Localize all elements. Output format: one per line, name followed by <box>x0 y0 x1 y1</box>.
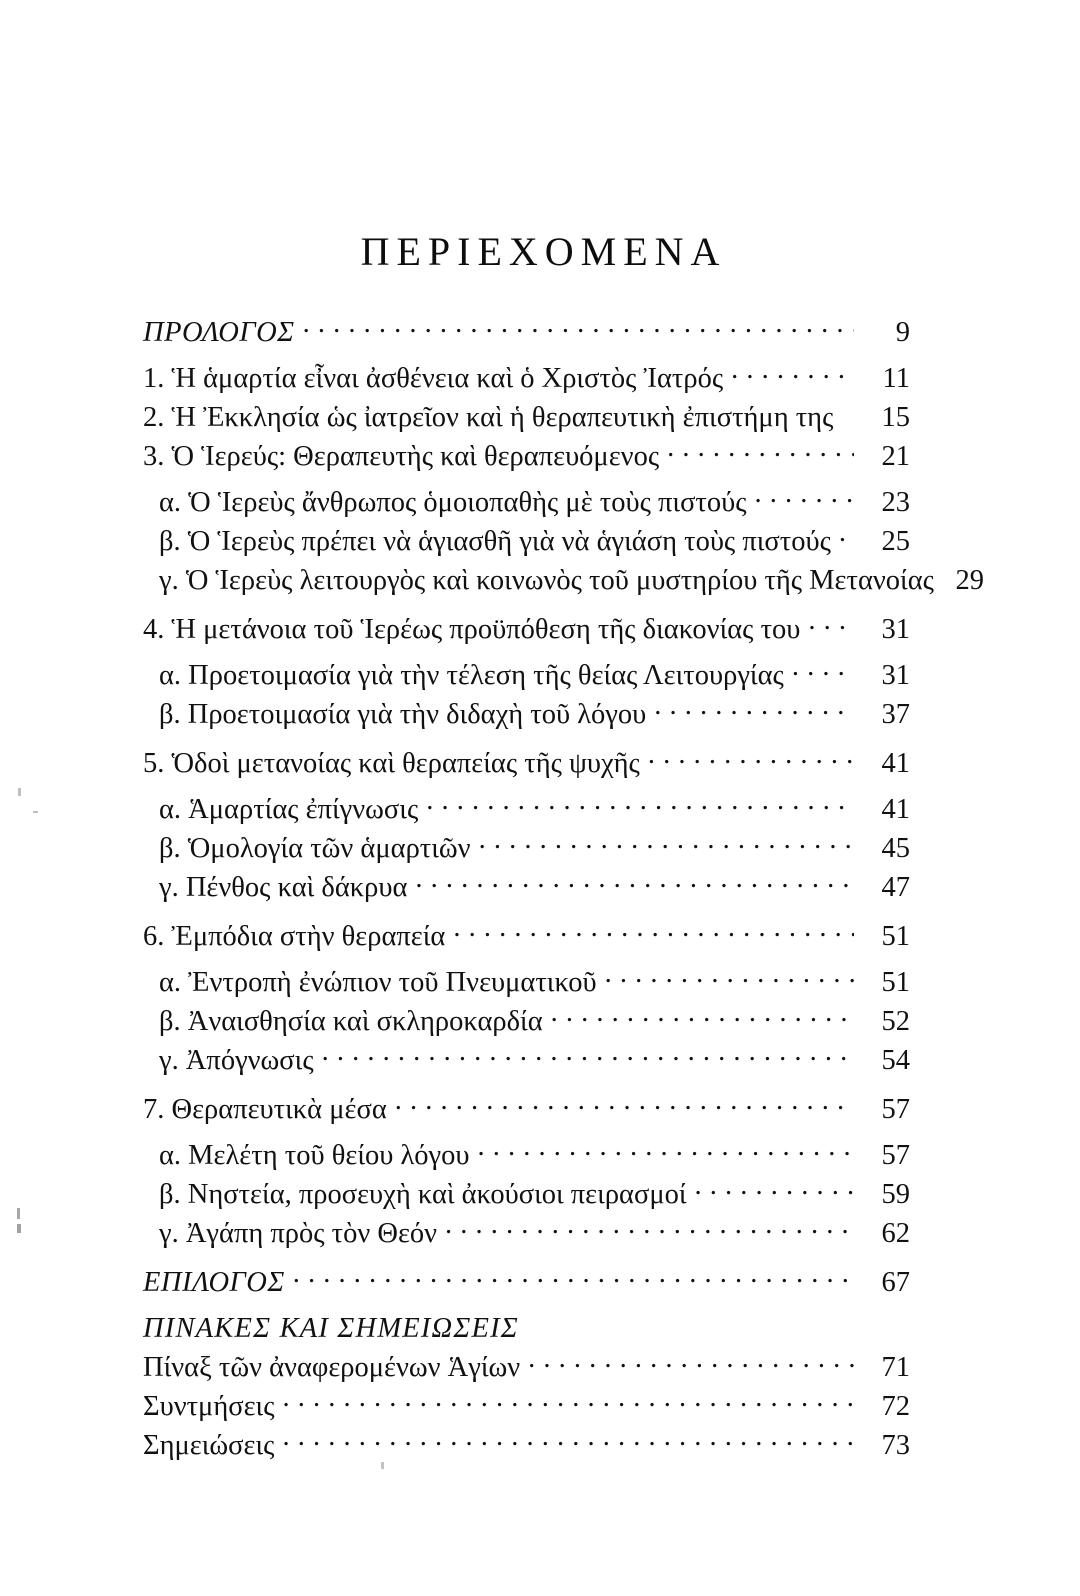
toc-entry[interactable] <box>143 1174 910 1213</box>
dot-leader <box>605 962 854 991</box>
toc-entry[interactable] <box>143 560 984 599</box>
dot-leader <box>322 1040 854 1069</box>
toc-entry[interactable] <box>143 436 910 475</box>
toc-entry[interactable] <box>143 962 910 1001</box>
toc-entry-label: ΕΠΙΛΟΓΟΣ <box>143 1266 285 1298</box>
toc-entry[interactable] <box>143 397 910 436</box>
dot-leader <box>755 482 854 511</box>
toc-entry-page-number: 47 <box>881 871 910 903</box>
scan-artifact <box>17 1208 20 1219</box>
toc-entry-label: γ. Ἀγάπη πρὸς τὸν Θεόν <box>159 1217 438 1249</box>
toc-entry[interactable] <box>143 1347 910 1386</box>
toc-entry[interactable] <box>143 1135 910 1174</box>
toc-entry-label: β. Ὁ Ἱερεὺς πρέπει νὰ ἁγιασθῆ γιὰ νὰ ἁγιάση τοὺς πιστούς <box>159 525 831 557</box>
scan-artifact <box>17 1224 21 1233</box>
dot-leader <box>792 655 854 684</box>
toc-entry[interactable] <box>143 1089 910 1128</box>
toc-entry-label: γ. Ὁ Ἱερεὺς λειτουργὸς καὶ κοινωνὸς τοῦ μυστηρίου τῆς Μετανοίας <box>159 564 934 596</box>
dot-leader <box>833 397 860 426</box>
dot-leader <box>293 1262 854 1291</box>
toc-entry-label: ΠΙΝΑΚΕΣ ΚΑΙ ΣΗΜΕΙΩΣΕΙΣ <box>143 1312 519 1344</box>
toc-entry-label: α. Ἐντροπὴ ἐνώπιον τοῦ Πνευματικοῦ <box>159 966 597 998</box>
toc-entry-label: 2. Ἡ Ἐκκλησία ὡς ἰατρεῖον καὶ ἡ θεραπευτικὴ ἐπιστήμη της <box>143 401 834 433</box>
table-of-contents <box>143 312 984 1464</box>
toc-entry-page-number: 73 <box>881 1429 910 1461</box>
toc-entry-page-number: 37 <box>881 698 910 730</box>
toc-entry[interactable] <box>143 609 910 648</box>
toc-entry[interactable] <box>143 521 910 560</box>
toc-entry-label: γ. Ἀπόγνωσις <box>159 1044 314 1076</box>
toc-entry-label: α. Προετοιμασία γιὰ τὴν τέλεση τῆς θείας Λειτουργίας <box>159 659 784 691</box>
dot-leader <box>283 1386 854 1415</box>
toc-entry[interactable] <box>143 743 910 782</box>
dot-leader <box>695 1174 854 1203</box>
dot-leader <box>479 828 854 857</box>
dot-leader <box>519 1308 860 1337</box>
toc-entry[interactable] <box>143 1040 910 1079</box>
toc-entry-label: α. Ὁ Ἱερεὺς ἄνθρωπος ὁμοιοπαθὴς μὲ τοὺς πιστούς <box>159 486 747 518</box>
toc-entry[interactable] <box>143 789 910 828</box>
toc-entry[interactable] <box>143 1213 910 1252</box>
toc-entry-label: 5. Ὁδοὶ μετανοίας καὶ θεραπείας τῆς ψυχῆς <box>143 747 640 779</box>
toc-entry-label: β. Ὁμολογία τῶν ἁμαρτιῶν <box>159 832 471 864</box>
toc-entry-label: 3. Ὁ Ἱερεύς: Θεραπευτὴς καὶ θεραπευόμενος <box>143 440 660 472</box>
toc-entry-page-number: 59 <box>881 1178 910 1210</box>
toc-entry[interactable] <box>143 916 910 955</box>
dot-leader <box>303 312 854 341</box>
toc-entry-label: 1. Ἡ ἁμαρτία εἶναι ἀσθένεια καὶ ὁ Χριστὸς Ἰατρός <box>143 362 724 394</box>
dot-leader <box>453 916 854 945</box>
toc-entry-page-number: 54 <box>881 1044 910 1076</box>
toc-entry-page-number: 31 <box>881 659 910 691</box>
toc-entry-label: Συντμήσεις <box>143 1390 275 1422</box>
dot-leader <box>648 743 854 772</box>
toc-entry-label: 7. Θεραπευτικὰ μέσα <box>143 1093 387 1125</box>
toc-entry-page-number: 51 <box>881 920 910 952</box>
toc-entry-label: α. Ἁμαρτίας ἐπίγνωσις <box>159 793 419 825</box>
toc-entry-page-number: 57 <box>881 1139 910 1171</box>
toc-entry-page-number: 51 <box>881 966 910 998</box>
toc-entry-page-number: 62 <box>881 1217 910 1249</box>
toc-entry-page-number: 9 <box>895 316 910 348</box>
dot-leader <box>731 358 854 387</box>
dot-leader <box>445 1213 854 1242</box>
toc-entry[interactable] <box>143 1308 910 1347</box>
toc-entry[interactable] <box>143 694 910 733</box>
toc-entry-page-number: 67 <box>881 1266 910 1298</box>
scan-artifact <box>33 811 38 813</box>
toc-entry-label: 6. Ἐμπόδια στὴν θεραπεία <box>143 920 446 952</box>
toc-entry-label: γ. Πένθος καὶ δάκρυα <box>159 871 408 903</box>
dot-leader <box>395 1089 854 1118</box>
dot-leader <box>415 867 854 896</box>
dot-leader <box>654 694 854 723</box>
dot-leader <box>667 436 854 465</box>
toc-entry[interactable] <box>143 312 910 351</box>
toc-entry-page-number: 45 <box>881 832 910 864</box>
toc-entry-page-number: 21 <box>881 440 910 472</box>
toc-entry-label: β. Νηστεία, προσευχὴ καὶ ἀκούσιοι πειρασμοί <box>159 1178 687 1210</box>
scan-artifact <box>18 788 21 796</box>
toc-entry-label: β. Ἀναισθησία καὶ σκληροκαρδία <box>159 1005 543 1037</box>
toc-entry-page-number: 71 <box>881 1351 910 1383</box>
toc-entry[interactable] <box>143 1001 910 1040</box>
toc-entry-label: Πίναξ τῶν ἀναφερομένων Ἁγίων <box>143 1351 521 1383</box>
dot-leader <box>426 789 854 818</box>
toc-entry-page-number: 23 <box>881 486 910 518</box>
toc-entry-page-number: 29 <box>955 564 984 596</box>
toc-entry[interactable] <box>143 1262 910 1301</box>
toc-entry-page-number: 41 <box>881 793 910 825</box>
toc-entry-label: α. Μελέτη τοῦ θείου λόγου <box>159 1139 470 1171</box>
toc-entry-page-number: 15 <box>881 401 910 433</box>
toc-entry-page-number: 52 <box>881 1005 910 1037</box>
dot-leader <box>478 1135 855 1164</box>
dot-leader <box>551 1001 854 1030</box>
toc-entry-label: 4. Ἡ μετάνοια τοῦ Ἱερέως προϋπόθεση τῆς διακονίας του <box>143 613 801 645</box>
dot-leader <box>282 1425 854 1454</box>
toc-entry[interactable] <box>143 828 910 867</box>
toc-entry-page-number: 31 <box>881 613 910 645</box>
toc-entry[interactable] <box>143 655 910 694</box>
toc-entry-label: β. Προετοιμασία γιὰ τὴν διδαχὴ τοῦ λόγου <box>159 698 647 730</box>
toc-entry[interactable] <box>143 358 910 397</box>
toc-entry[interactable] <box>143 867 910 906</box>
toc-entry-page-number: 25 <box>881 525 910 557</box>
dot-leader <box>528 1347 854 1376</box>
scan-artifact <box>381 1462 384 1469</box>
dot-leader <box>839 521 854 550</box>
page-title: ΠΕΡΙΕΧΟΜΕΝΑ <box>360 229 727 274</box>
toc-entry[interactable] <box>143 482 910 521</box>
toc-entry[interactable] <box>143 1425 910 1464</box>
toc-entry-label: ΠΡΟΛΟΓΟΣ <box>143 316 295 348</box>
toc-entry-page-number: 57 <box>881 1093 910 1125</box>
toc-entry[interactable] <box>143 1386 910 1425</box>
toc-entry-page-number: 11 <box>882 362 910 394</box>
toc-entry-page-number: 41 <box>881 747 910 779</box>
toc-entry-label: Σημειώσεις <box>143 1429 275 1461</box>
dot-leader <box>808 609 854 638</box>
toc-entry-page-number: 72 <box>881 1390 910 1422</box>
